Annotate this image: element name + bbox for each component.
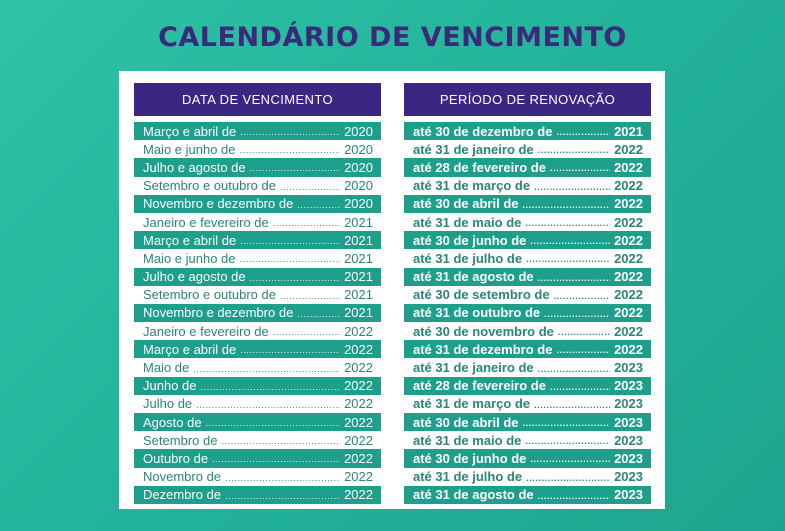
row-year: 2022 <box>344 378 373 394</box>
row-year: 2022 <box>614 287 643 303</box>
dot-leader <box>240 343 340 355</box>
renewal-period-row <box>404 340 651 358</box>
row-label: Julho e agosto de <box>143 159 246 175</box>
row-label: até 30 de abril de <box>413 414 519 430</box>
due-date-row <box>134 268 381 286</box>
renewal-period-row <box>404 195 651 213</box>
dot-leader <box>538 489 610 501</box>
dot-leader <box>556 125 610 137</box>
row-label: até 28 de fevereiro de <box>413 159 546 175</box>
row-year: 2020 <box>344 159 373 175</box>
row-year: 2022 <box>614 159 643 175</box>
renewal-period-row <box>404 449 651 467</box>
renewal-period-row <box>404 213 651 231</box>
row-year: 2021 <box>344 232 373 248</box>
dot-leader <box>297 307 340 319</box>
dot-leader <box>556 343 610 355</box>
row-label: Julho e agosto de <box>143 269 246 285</box>
row-label: até 31 de março de <box>413 178 531 194</box>
renewal-period-row <box>404 395 651 413</box>
dot-leader <box>250 271 340 283</box>
dot-leader <box>538 271 610 283</box>
row-year: 2022 <box>344 360 373 376</box>
dot-leader <box>240 252 341 264</box>
dot-leader <box>280 180 340 192</box>
row-label: Março e abril de <box>143 341 237 357</box>
renewal-period-row <box>404 322 651 340</box>
row-label: Novembro e dezembro de <box>143 305 294 321</box>
row-year: 2022 <box>614 178 643 194</box>
due-date-row <box>134 304 381 322</box>
row-year: 2023 <box>614 396 643 412</box>
row-year: 2022 <box>344 487 373 503</box>
dot-leader <box>530 452 610 464</box>
row-label: até 28 de fevereiro de <box>413 378 546 394</box>
dot-leader <box>196 398 340 410</box>
row-year: 2021 <box>344 250 373 266</box>
renewal-period-list <box>404 122 651 504</box>
row-label: até 31 de janeiro de <box>413 141 534 157</box>
renewal-period-row <box>404 431 651 449</box>
renewal-period-row <box>404 468 651 486</box>
due-date-row <box>134 468 381 486</box>
row-year: 2021 <box>344 305 373 321</box>
renewal-period-row <box>404 249 651 267</box>
row-label: Outubro de <box>143 450 209 466</box>
row-label: Maio de <box>143 360 190 376</box>
row-label: Março e abril de <box>143 232 237 248</box>
row-label: Julho de <box>143 396 193 412</box>
row-label: até 30 de novembro de <box>413 323 554 339</box>
due-date-row <box>134 122 381 140</box>
dot-leader <box>206 416 341 428</box>
due-date-row <box>134 431 381 449</box>
row-year: 2021 <box>344 287 373 303</box>
due-date-header: DATA DE VENCIMENTO <box>134 83 381 116</box>
row-year: 2022 <box>344 323 373 339</box>
due-date-row <box>134 413 381 431</box>
dot-leader <box>525 216 610 228</box>
row-year: 2022 <box>344 414 373 430</box>
row-label: até 31 de agosto de <box>413 269 534 285</box>
row-year: 2023 <box>614 487 643 503</box>
dot-leader <box>225 489 340 501</box>
dot-leader <box>530 234 610 246</box>
row-label: até 31 de janeiro de <box>413 360 534 376</box>
row-year: 2022 <box>344 450 373 466</box>
row-year: 2022 <box>614 269 643 285</box>
due-date-row <box>134 449 381 467</box>
due-date-row <box>134 395 381 413</box>
row-year: 2023 <box>614 450 643 466</box>
dot-leader <box>212 452 340 464</box>
row-year: 2022 <box>344 469 373 485</box>
page-title: CALENDÁRIO DE VENCIMENTO <box>158 22 627 53</box>
due-date-row <box>134 486 381 504</box>
row-label: até 31 de outubro de <box>413 305 541 321</box>
due-date-column <box>134 83 381 504</box>
renewal-period-row <box>404 413 651 431</box>
renewal-period-row <box>404 140 651 158</box>
row-label: até 30 de dezembro de <box>413 123 553 139</box>
due-date-row <box>134 340 381 358</box>
dot-leader <box>534 180 610 192</box>
row-label: até 31 de julho de <box>413 469 523 485</box>
due-date-row <box>134 358 381 376</box>
due-date-row <box>134 322 381 340</box>
dot-leader <box>550 161 610 173</box>
dot-leader <box>525 434 610 446</box>
renewal-period-row <box>404 304 651 322</box>
row-label: Novembro e dezembro de <box>143 196 294 212</box>
row-label: até 31 de julho de <box>413 250 523 266</box>
row-year: 2022 <box>344 432 373 448</box>
row-year: 2022 <box>614 250 643 266</box>
row-year: 2020 <box>344 196 373 212</box>
due-date-row <box>134 231 381 249</box>
dot-leader <box>534 398 610 410</box>
row-year: 2023 <box>614 360 643 376</box>
dot-leader <box>193 362 340 374</box>
row-label: até 31 de maio de <box>413 214 522 230</box>
row-year: 2020 <box>344 178 373 194</box>
row-year: 2022 <box>614 196 643 212</box>
row-label: até 31 de maio de <box>413 432 522 448</box>
dot-leader <box>225 471 340 483</box>
row-year: 2022 <box>614 141 643 157</box>
row-year: 2020 <box>344 123 373 139</box>
row-label: Setembro e outubro de <box>143 178 276 194</box>
row-label: Março e abril de <box>143 123 237 139</box>
dot-leader <box>544 307 610 319</box>
row-year: 2023 <box>614 378 643 394</box>
row-year: 2023 <box>614 432 643 448</box>
due-date-row <box>134 177 381 195</box>
row-label: Agosto de <box>143 414 202 430</box>
row-year: 2022 <box>614 323 643 339</box>
row-label: Novembro de <box>143 469 222 485</box>
row-label: até 30 de junho de <box>413 232 527 248</box>
dot-leader <box>250 161 340 173</box>
row-year: 2022 <box>614 305 643 321</box>
renewal-period-row <box>404 486 651 504</box>
dot-leader <box>558 325 610 337</box>
dot-leader <box>526 252 610 264</box>
dot-leader <box>240 234 340 246</box>
calendar-panel <box>119 71 665 509</box>
dot-leader <box>554 289 611 301</box>
dot-leader <box>550 380 610 392</box>
due-date-row <box>134 140 381 158</box>
row-label: até 31 de dezembro de <box>413 341 553 357</box>
renewal-period-row <box>404 358 651 376</box>
renewal-period-row <box>404 177 651 195</box>
row-year: 2022 <box>614 341 643 357</box>
row-label: até 30 de setembro de <box>413 287 550 303</box>
renewal-period-row <box>404 158 651 176</box>
row-label: até 31 de março de <box>413 396 531 412</box>
dot-leader <box>280 289 340 301</box>
row-year: 2022 <box>614 214 643 230</box>
row-label: até 31 de agosto de <box>413 487 534 503</box>
row-year: 2021 <box>344 214 373 230</box>
renewal-period-row <box>404 377 651 395</box>
dot-leader <box>273 325 340 337</box>
row-year: 2022 <box>614 232 643 248</box>
dot-leader <box>297 198 340 210</box>
dot-leader <box>240 143 341 155</box>
renewal-period-column <box>404 83 651 504</box>
row-label: Maio e junho de <box>143 250 236 266</box>
row-year: 2022 <box>344 396 373 412</box>
row-label: Maio e junho de <box>143 141 236 157</box>
dot-leader <box>538 143 610 155</box>
dot-leader <box>538 362 610 374</box>
due-date-row <box>134 158 381 176</box>
due-date-row <box>134 213 381 231</box>
row-year: 2021 <box>614 123 643 139</box>
row-label: Janeiro e fevereiro de <box>143 323 269 339</box>
renewal-period-header: PERÍODO DE RENOVAÇÃO <box>404 83 651 116</box>
row-label: Setembro e outubro de <box>143 287 276 303</box>
dot-leader <box>526 471 610 483</box>
row-label: Dezembro de <box>143 487 222 503</box>
dot-leader <box>523 198 611 210</box>
renewal-period-row <box>404 268 651 286</box>
due-date-list <box>134 122 381 504</box>
row-label: até 30 de abril de <box>413 196 519 212</box>
renewal-period-row <box>404 122 651 140</box>
row-label: Janeiro e fevereiro de <box>143 214 269 230</box>
renewal-period-row <box>404 231 651 249</box>
dot-leader <box>221 434 340 446</box>
due-date-row <box>134 377 381 395</box>
row-label: Setembro de <box>143 432 218 448</box>
row-year: 2020 <box>344 141 373 157</box>
due-date-row <box>134 249 381 267</box>
row-label: até 30 de junho de <box>413 450 527 466</box>
row-year: 2021 <box>344 269 373 285</box>
due-date-row <box>134 286 381 304</box>
dot-leader <box>240 125 340 137</box>
row-year: 2022 <box>344 341 373 357</box>
due-date-row <box>134 195 381 213</box>
dot-leader <box>201 380 341 392</box>
row-year: 2023 <box>614 469 643 485</box>
dot-leader <box>523 416 611 428</box>
renewal-period-row <box>404 286 651 304</box>
dot-leader <box>273 216 340 228</box>
row-year: 2023 <box>614 414 643 430</box>
row-label: Junho de <box>143 378 197 394</box>
